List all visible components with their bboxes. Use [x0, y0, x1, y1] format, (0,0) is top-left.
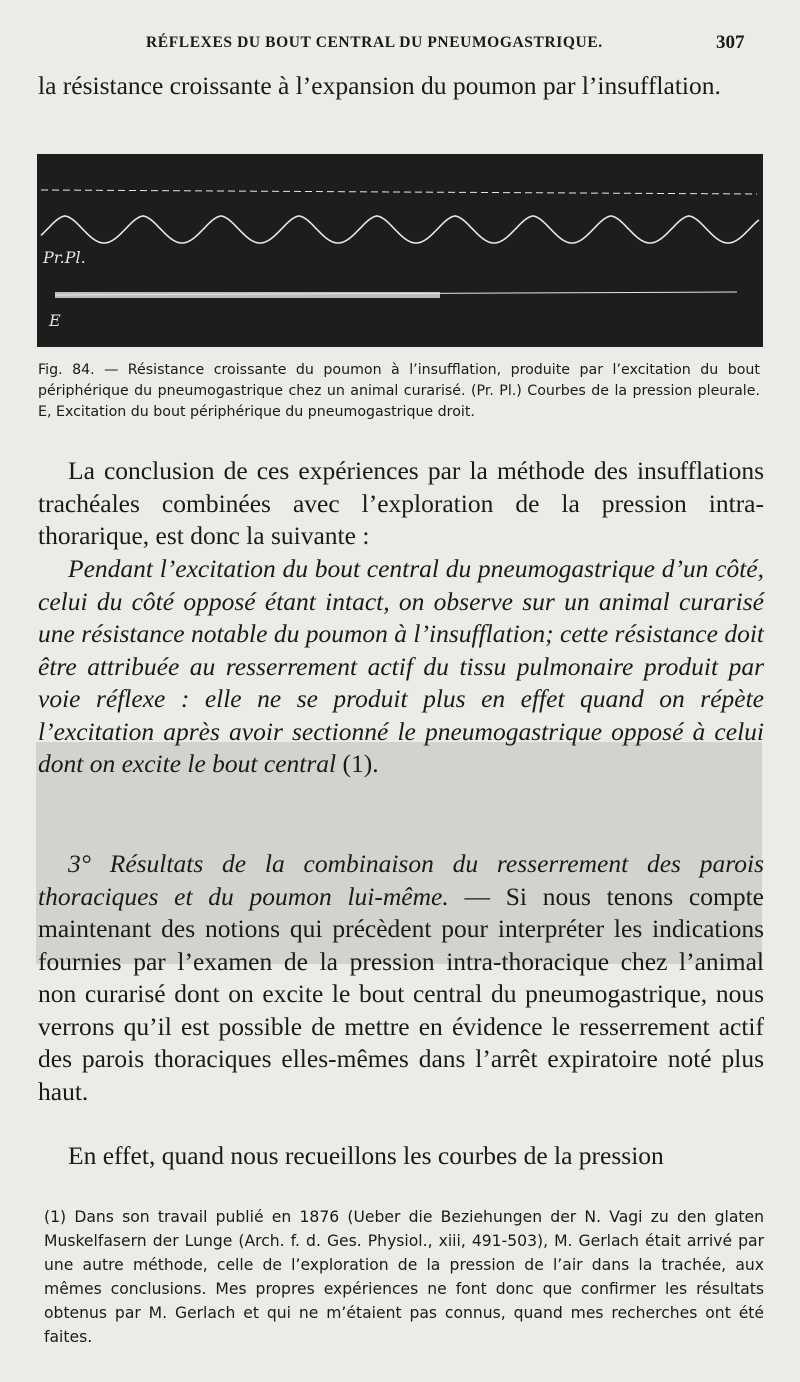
footnote-reference: (1).: [336, 749, 379, 778]
running-head: [0, 34, 800, 60]
section-text: — Si nous tenons compte maintenant des notions qui précèdent pour interpréter les indications fournies par l’examen de la pression intra-thoracique chez l’animal non curarisé dont on excite le bout central du pneumogastrique, nous verrons qu’il est possible de mettre en évidence le resserrement actif des parois thoraciques elles-mêmes dans l’arrêt expiratoire noté plus haut.: [38, 881, 764, 1106]
page-number: 307: [716, 32, 745, 53]
paragraph-continuation: la résistance croissante à l’expansion du poumon par l’insufflation.: [38, 71, 721, 100]
pressure-trace-figure: [37, 154, 763, 347]
figure-84: [37, 154, 763, 347]
running-title: RÉFLEXES DU BOUT CENTRAL DU PNEUMOGASTRIQUE.: [146, 34, 603, 51]
paragraph-section-3: [38, 848, 764, 1108]
caption-text: — Résistance croissante du poumon à l’insufflation, produite par l’excitation du bout périphérique du pneumogastrique chez un animal curarisé. (Pr. Pl.) Courbes de la pression pleurale. E, Excitation du bout périphérique du pneumogastrique droit.: [38, 362, 760, 420]
conclusion-text: Pendant l’excitation du bout central du pneumogastrique d’un côté, celui du côté opposé étant intact, on observe sur un animal curarisé une résistance notable du poumon à l’insufflation; cette résistance doit être attribuée au resserrement actif du tissu pulmonaire produit par voie réflexe : elle ne se produit plus en effet quand on répète l’excitation après avoir sectionné le pneumogastrique opposé à celui dont on excite le bout central: [38, 554, 764, 778]
paragraph-conclusion: [38, 553, 764, 781]
figure-background: [37, 154, 763, 347]
footnote-mark: (1): [44, 1208, 67, 1226]
figure-label-pr-pl: Pr.Pl.: [43, 248, 86, 267]
figure-caption: [38, 360, 760, 423]
footnote-text: Dans son travail publié en 1876 (Ueber die Beziehungen der N. Vagi zu den glaten Muskelfasern der Lunge (Arch. f. d. Ges. Physiol., xiii, 491-503), M. Gerlach était arrivé par une autre méthode, celle de l’exploration de la pression de l’air dans la trachée, aux mêmes conclusions. Mes propres expériences ne font donc que confirmer les résultats obtenus par M. Gerlach et qui ne m’étaient pas connus, quand mes recherches ont été faites.: [44, 1208, 764, 1346]
paragraph-conclusion-intro: La conclusion de ces expériences par la méthode des insufflations trachéales combinées avec l’exploration de la pression intra-thorarique, est donc la suivante :: [38, 456, 764, 550]
footnote: [44, 1205, 764, 1349]
section-heading: 3° Résultats de la combinaison du resserrement des parois thoraciques et du poumon lui-même.: [38, 849, 764, 911]
paragraph-en-effet: En effet, quand nous recueillons les courbes de la pression: [68, 1141, 664, 1170]
figure-label-e: E: [49, 311, 61, 330]
figure-number: Fig. 84.: [38, 362, 95, 378]
